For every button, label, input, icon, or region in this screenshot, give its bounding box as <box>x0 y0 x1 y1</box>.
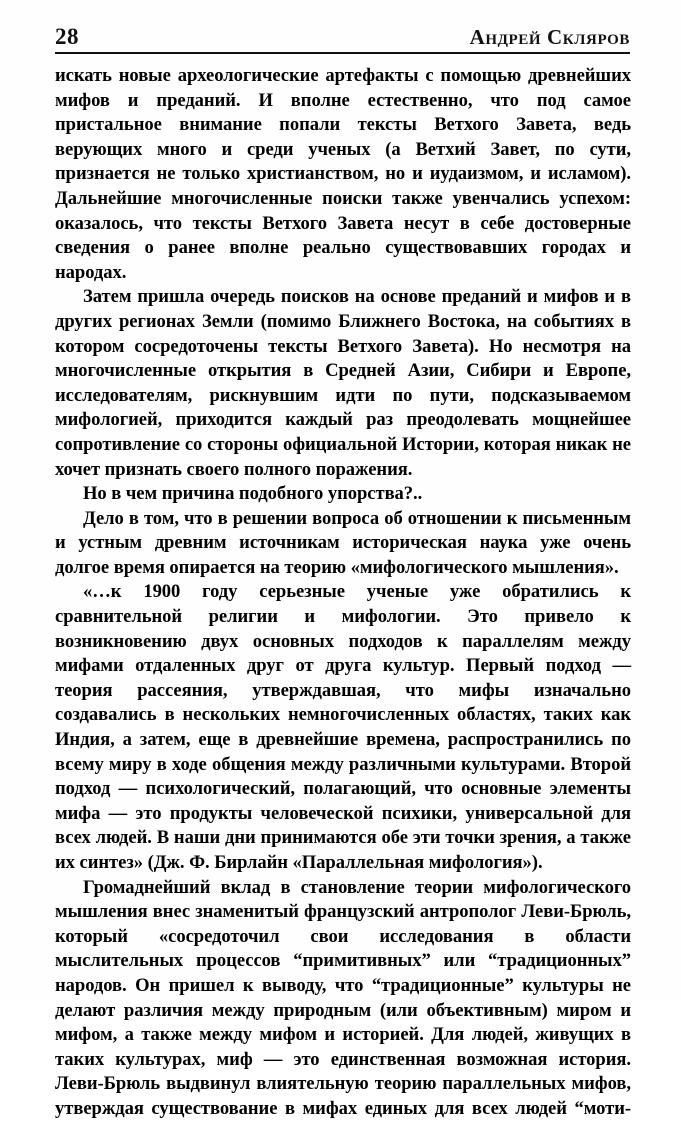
paragraph: Дело в том, что в решении вопроса об отношении к письменным и устным древним источникам историческая наука уже очень долгое время опирается на теорию «мифологического мышления». <box>55 507 631 578</box>
page-number: 28 <box>55 24 79 49</box>
running-head <box>55 14 630 48</box>
paragraph-quote: «…к 1900 году серьезные ученые уже обратились к сравнительной религии и мифологии. Это привело к возникновению двух основных подходов к параллелям между мифами отдаленных друг от друга культур. Первый подход — теория рассеяния, утверждавшая, что мифы изначально создавались в нескольких немногочисленных областях, таких как Индия, а затем, еще в древнейшие времена, распространились по всему миру в ходе общения между различными культурами. Второй подход — психологический, полагающий, что основные элементы мифа — это продукты человеческой психики, универсальной для всех людей. В наши дни принимаются обе эти точки зрения, а также их синтез» (Дж. Ф. Бирлайн «Параллельная мифология»). <box>55 581 631 873</box>
paragraph: искать новые археологические артефакты с помощью древнейших мифов и преданий. И вполне естественно, что под самое пристальное внимание попали тексты Ветхого Завета, ведь верующих много и среди ученых (а Ветхий Завет, по сути, признается не только христианством, но и иудаизмом, и исламом). Дальнейшие многочисленные поиски также увенчались успехом: оказалось, что тексты Ветхого Завета несут в себе достоверные сведения о ранее вполне реально существовавших городах и народах. <box>55 65 631 283</box>
body-text-block <box>55 64 631 1122</box>
paragraph: Затем пришла очередь поисков на основе преданий и мифов и в других регионах Земли (помимо Ближнего Востока, на событиях в котором сосредоточены тексты Ветхого Завета). Но несмотря на многочисленные открытия в Средней Азии, Сибири и Европе, исследователям, рискнувшим идти по пути, подсказываемом мифологией, приходится каждый раз преодолевать мощнейшее сопротивление со стороны официальной Истории, которая никак не хочет признать своего полного поражения. <box>55 286 631 480</box>
paragraph: Но в чем причина подобного упорства?.. <box>83 483 423 505</box>
author-name: Андрей Скляров <box>469 25 630 49</box>
header-rule <box>55 52 630 54</box>
paragraph: Громаднейший вклад в становление теории мифологического мышления внес знаменитый французский антрополог Леви-Брюль, который «сосредоточил свои исследования в области мыслительных процессов “примитивных” или “традиционных” народов. Он пришел к выводу, что “традиционные” культуры не делают различия между природным (или объективным) миром и мифом, а также между мифом и историей. Для людей, живущих в таких культурах, миф — это единственная возможная история. Леви-Брюль выдвинул влиятельную теорию параллельных мифов, утверждая существование в мифах единых для всех людей “моти- <box>55 876 631 1119</box>
